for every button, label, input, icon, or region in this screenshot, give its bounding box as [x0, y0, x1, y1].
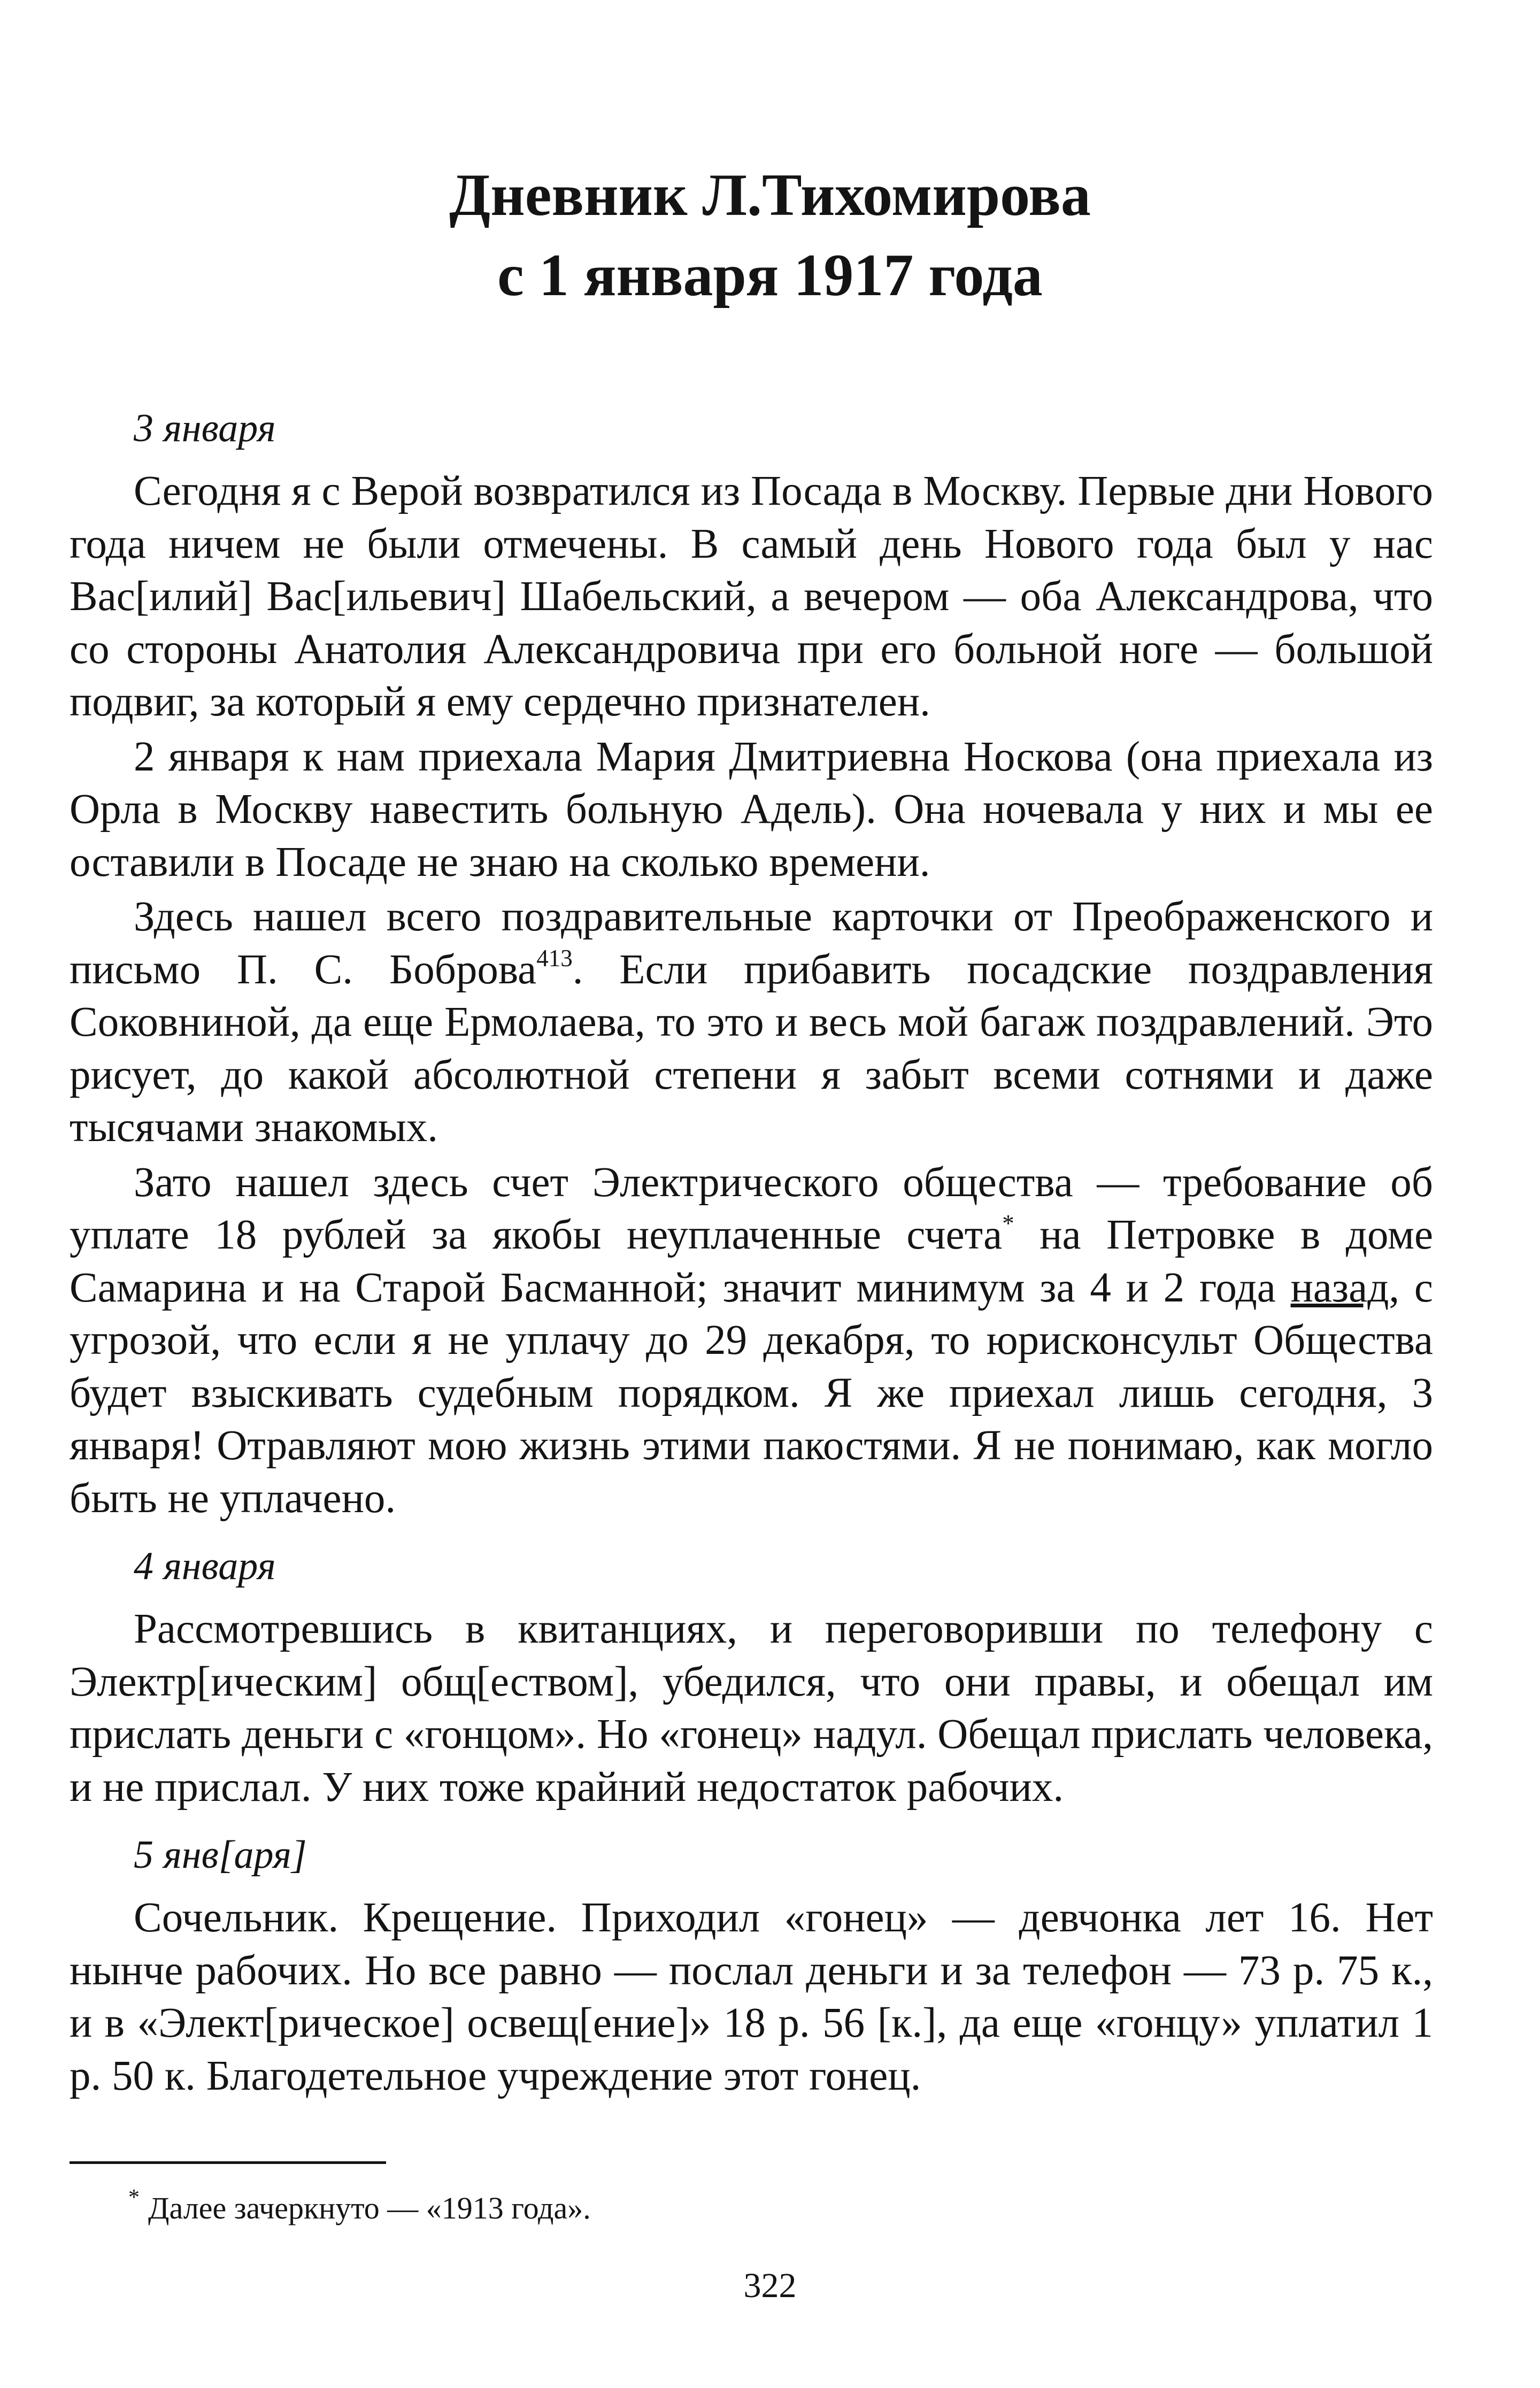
paragraph [70, 891, 1433, 1154]
entry-date: 4 января [134, 1544, 276, 1588]
title-line-1: Дневник Л.Тихомирова [449, 162, 1091, 228]
paragraph: Сегодня я с Верой возвратился из Посада в Москву. Первые дни Нового года ничем не были отмечены. В самый день Нового года был у нас Вас[илий] Вас[ильевич] Шабельский, а вечером — оба Александрова, что со стороны Анатолия Александровича при его больной ноге — большой подвиг, за который я ему сердечно признателен. [70, 468, 1433, 725]
paragraph: Сочельник. Крещение. Приходил «гонец» — девчонка лет 16. Нет нынче рабочих. Но все равно — послал деньги и за телефон — 73 р. 75 к., и в «Элект[рическое] освещ[ение]» 18 р. 56 [к.], да еще «гонцу» уплатил 1 р. 50 к. Благодетельное учреждение этот гонец. [70, 1894, 1433, 2099]
page-number: 322 [743, 2266, 797, 2305]
paragraph-text: на Петровке в доме Самарина и на Старой Басманной; значит минимум за 4 и 2 года [70, 1212, 1434, 1311]
footnote [128, 2176, 591, 2230]
paragraph: 2 января к нам приехала Мария Дмитриевна Носкова (она приехала из Орла в Москву навестить больную Адель). Она ночевала у них и мы ее оставили в Посаде не знаю на сколько времени. [70, 733, 1433, 885]
underlined-word: назад [1290, 1264, 1389, 1311]
title-line-2: с 1 января 1917 года [497, 242, 1043, 309]
footnote-separator [70, 2161, 386, 2164]
paragraph-text: Зато нашел здесь счет Электрического общества — требование об уплате 18 рублей за якобы неуплаченные счета [70, 1159, 1433, 1258]
paragraph-text: Здесь нашел всего поздравительные карточки от Преображенского и письмо П. С. Боброва [70, 893, 1433, 993]
diary-body [70, 402, 1433, 2105]
paragraph-text: , с угрозой, что если я не уплачу до 29 декабря, то юрисконсульт Общества будет взыскивать судебным порядком. Я же приехал лишь сегодня, 3 января! Отравляют мою жизнь этими пакостями. Я не понимаю, как могло быть не уплачено. [70, 1264, 1433, 1522]
paragraph: Рассмотревшись в квитанциях, и переговоривши по телефону с Электр[ическим] общ[еством], убедился, что они правы, и обещал им прислать деньги с «гонцом». Но «гонец» надул. Обещал прислать человека, и не прислал. У них тоже крайний недостаток рабочих. [70, 1606, 1433, 1811]
footnote-text: Далее зачеркнуто — «1913 года». [148, 2191, 591, 2225]
footnote-reference: 413 [536, 944, 573, 972]
footnote-mark: * [128, 2185, 140, 2210]
footnote-marker: * [1002, 1210, 1014, 1237]
page-title [0, 155, 1540, 315]
entry-date: 3 января [134, 406, 276, 450]
paragraph-text: . Если прибавить посадские поздравления Соковниной, да еще Ермолаева, то это и весь мой багаж поздравлений. Это рисует, до какой абсолютной степени я забыт всеми сотнями и даже тысячами знакомых. [70, 946, 1433, 1151]
entry-date: 5 янв[аря] [134, 1833, 307, 1877]
paragraph [70, 1157, 1433, 1526]
